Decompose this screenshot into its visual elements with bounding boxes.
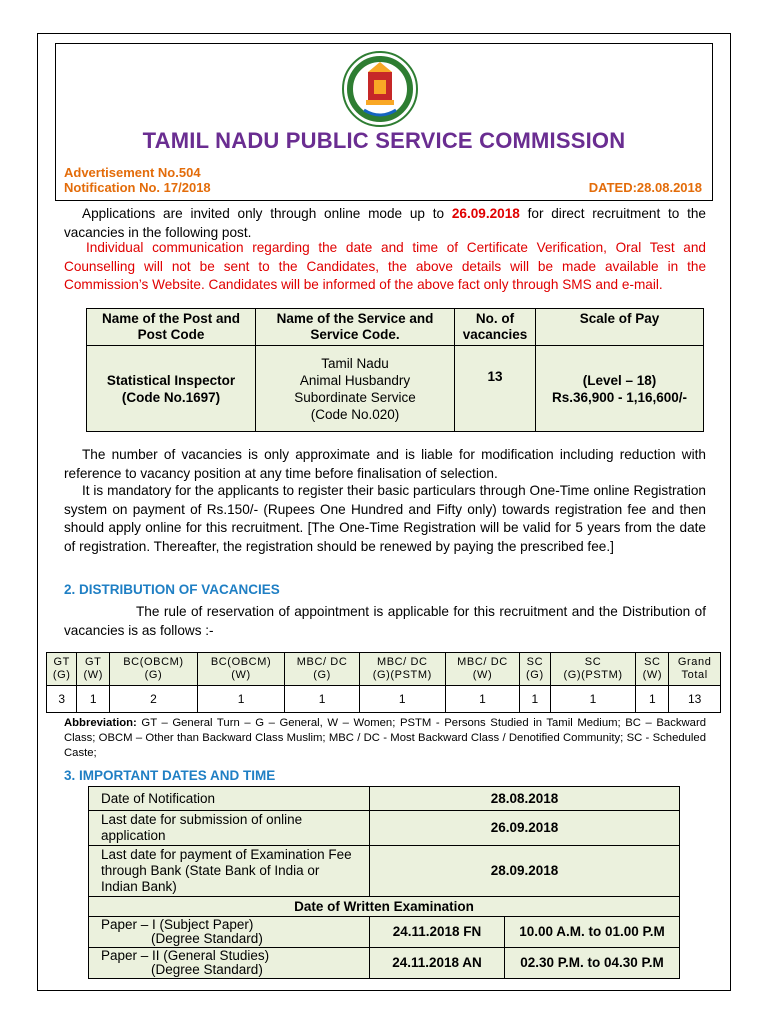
category-label: (G) (526, 669, 544, 681)
service-header: Name of the Service and Service Code. (256, 309, 455, 346)
category-label: (G) (52, 669, 71, 681)
post-details-table (86, 308, 704, 432)
vacancy-category-header (359, 653, 445, 686)
pay-scale: Rs.36,900 - 1,16,600/- (551, 389, 688, 405)
vacancy-category-header (110, 653, 198, 686)
vacancy-count: 1 (636, 686, 669, 713)
category-label: MBC/ DC (296, 656, 348, 668)
distribution-text-block (64, 603, 706, 640)
distribution-text: The rule of reservation of appointment is applicable for this recruitment and the Distribution of vacancies is as follows :- (64, 604, 706, 638)
approximate-note (64, 446, 706, 483)
service-code: (Code No.020) (310, 406, 400, 422)
vacancies-cell: 13 (455, 346, 536, 432)
paper-name: Paper – I (Subject Paper) (101, 917, 254, 932)
intro-paragraph (64, 205, 706, 242)
advertisement-number: Advertisement No.504 (64, 165, 201, 180)
abbreviation-text: GT – General Turn – G – General, W – Women; PSTM - Persons Studied in Tamil Medium; BC – Backward Class; OBCM – Other than Backward Class Muslim; MBC / DC - Most Backward Class / Denotified Community; SC - Scheduled Caste; (64, 717, 706, 759)
paper-date: 24.11.2018 FN (370, 917, 505, 948)
category-label: MBC/ DC (457, 656, 508, 668)
vacancy-count: 1 (445, 686, 520, 713)
vacancy-distribution-table (46, 652, 721, 713)
paper-time: 02.30 P.M. to 04.30 P.M (505, 948, 680, 979)
vacancy-count: 1 (77, 686, 110, 713)
date-label: Last date for submission of online application (89, 811, 370, 846)
communication-text: Individual communication regarding the date and time of Certificate Verification, Oral Test and Counselling will not be sent to the Candidates, the above details will be made available in the Commission’s Website. Candidates will be informed of the above fact only through SMS and e-mail. (64, 240, 706, 292)
paper-standard: (Degree Standard) (151, 962, 263, 977)
vacancy-category-header (445, 653, 520, 686)
post-header: Name of the Post and Post Code (87, 309, 256, 346)
intro-text-b: for direct recruitment to the vacancies in the following post. (64, 206, 706, 240)
service-line: Animal Husbandry (299, 372, 411, 388)
vacancy-category-header (47, 653, 77, 686)
paper-cell (89, 917, 370, 948)
post-code: (Code No.1697) (121, 389, 221, 405)
notification-date: DATED:28.08.2018 (588, 180, 702, 195)
notification-number: Notification No. 17/2018 (64, 180, 211, 195)
pay-level: (Level – 18) (582, 372, 657, 388)
category-label: (W) (231, 669, 251, 681)
advertisement-block (64, 165, 211, 195)
abbreviation-label: Abbreviation: (64, 717, 137, 729)
category-label: (G)(PSTM) (563, 669, 623, 681)
paper-name: Paper – II (General Studies) (101, 948, 270, 963)
category-label: (W) (642, 669, 663, 681)
category-label: GT (85, 656, 102, 668)
distribution-heading: 2. DISTRIBUTION OF VACANCIES (64, 582, 280, 597)
date-label: Date of Notification (89, 787, 370, 811)
vacancy-category-header (550, 653, 636, 686)
vacancy-count: 1 (197, 686, 285, 713)
service-line: Tamil Nadu (321, 355, 389, 371)
vacancy-count: 1 (550, 686, 636, 713)
category-label: Grand (677, 656, 712, 668)
vacancy-count: 1 (285, 686, 360, 713)
vacancy-category-header (636, 653, 669, 686)
registration-text: It is mandatory for the applicants to register their basic particulars through One-Time online Registration system on payment of Rs.150/- (Rupees One Hundred and Fifty only) towards registration fee and then should apply online for this recruitment. [The One-Time Registration will be valid for 5 years from the date of registration. Thereafter, the registration should be renewed by paying the prescribed fee.] (64, 483, 706, 554)
category-label: GT (53, 656, 70, 668)
category-label: (W) (83, 669, 104, 681)
vacancy-category-header (197, 653, 285, 686)
vacancy-count: 13 (669, 686, 721, 713)
service-cell (256, 346, 455, 432)
category-label: (G)(PSTM) (372, 669, 432, 681)
vacancies-header: No. of vacancies (455, 309, 536, 346)
service-line: Subordinate Service (294, 389, 416, 405)
pay-cell (536, 346, 704, 432)
vacancy-count: 3 (47, 686, 77, 713)
last-date-highlight: 26.09.2018 (451, 206, 520, 221)
category-label: (G) (144, 669, 163, 681)
category-label: SC (526, 656, 544, 668)
vacancy-category-header (285, 653, 360, 686)
category-label: SC (644, 656, 661, 668)
category-label: Total (681, 669, 708, 681)
category-label: BC(OBCM) (210, 656, 272, 668)
pay-header: Scale of Pay (536, 309, 704, 346)
exam-heading: Date of Written Examination (89, 897, 680, 917)
date-label: Last date for payment of Examination Fee through Bank (State Bank of India or Indian Bank) (89, 846, 370, 897)
intro-text-a: Applications are invited only through online mode up to (82, 206, 452, 221)
abbreviation-note (64, 716, 706, 761)
tamil-nadu-emblem-icon (338, 50, 422, 128)
paper-date: 24.11.2018 AN (370, 948, 505, 979)
vacancy-count: 2 (110, 686, 198, 713)
date-value: 28.08.2018 (370, 787, 680, 811)
paper-cell (89, 948, 370, 979)
page-title: TAMIL NADU PUBLIC SERVICE COMMISSION (142, 128, 626, 153)
vacancy-category-header (77, 653, 110, 686)
category-label: MBC/ DC (376, 656, 428, 668)
vacancy-category-header (669, 653, 721, 686)
registration-note (64, 482, 706, 556)
date-value: 26.09.2018 (370, 811, 680, 846)
vacancy-count: 1 (520, 686, 550, 713)
approximate-text: The number of vacancies is only approximate and is liable for modification including reduction with reference to vacancy position at any time before finalisation of selection. (64, 447, 706, 481)
dates-heading: 3. IMPORTANT DATES AND TIME (64, 768, 276, 783)
vacancy-count: 1 (359, 686, 445, 713)
paper-time: 10.00 A.M. to 01.00 P.M (505, 917, 680, 948)
category-label: SC (584, 656, 602, 668)
date-value: 28.09.2018 (370, 846, 680, 897)
communication-notice (64, 239, 706, 295)
category-label: (G) (313, 669, 331, 681)
post-name: Statistical Inspector (106, 372, 236, 388)
paper-standard: (Degree Standard) (151, 931, 263, 946)
important-dates-table (88, 786, 680, 979)
category-label: (W) (472, 669, 493, 681)
category-label: BC(OBCM) (123, 656, 184, 668)
vacancy-category-header (520, 653, 550, 686)
post-cell (87, 346, 256, 432)
